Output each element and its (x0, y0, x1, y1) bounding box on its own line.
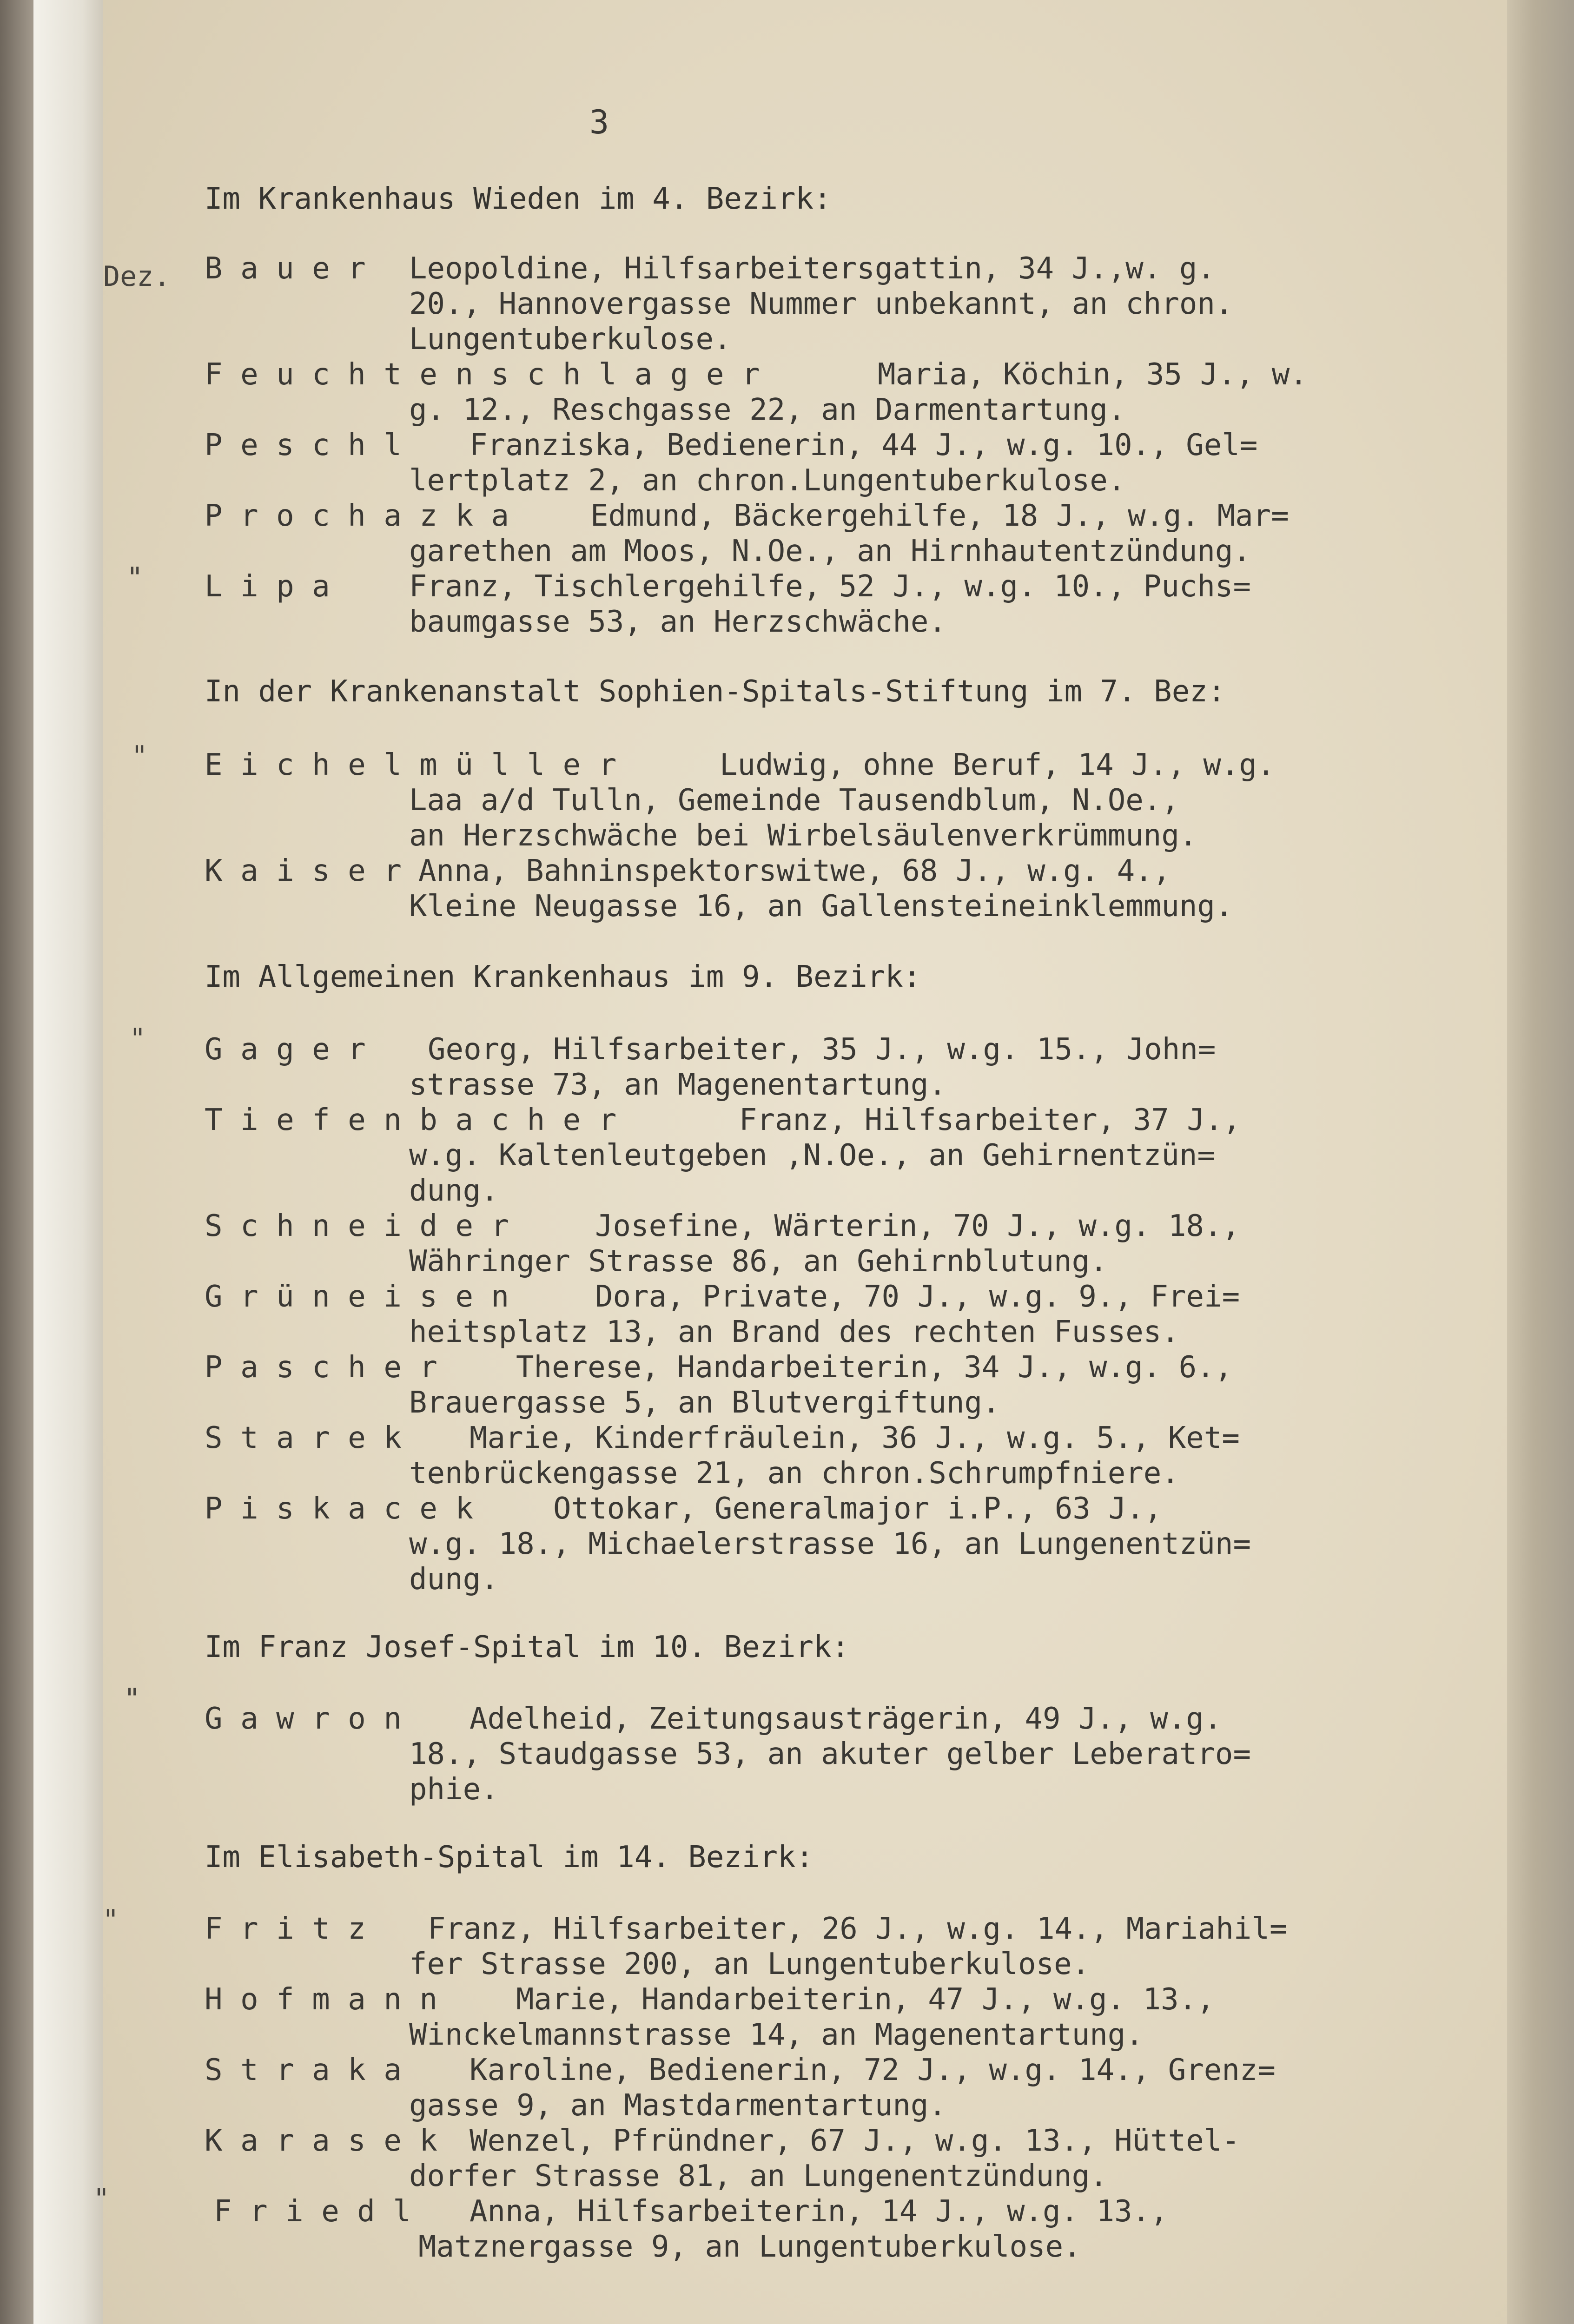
entry-line: Marie, Handarbeiterin, 47 J., w.g. 13., (516, 1982, 1215, 2017)
entry-name: S c h n e i d e r (205, 1209, 509, 1243)
entry-line: Lungentuberkulose. (409, 322, 732, 357)
entry-name: S t a r e k (205, 1421, 402, 1455)
section-heading: Im Krankenhaus Wieden im 4. Bezirk: (205, 182, 832, 216)
margin-mark: " (102, 1904, 119, 1936)
entry-line: Winckelmannstrasse 14, an Magenentartung. (409, 2018, 1144, 2052)
entry-name: G r ü n e i s e n (205, 1280, 509, 1314)
entry-line: dung. (409, 1562, 499, 1597)
entry-line: phie. (409, 1772, 499, 1807)
entry-line: Matznergasse 9, an Lungentuberkulose. (418, 2230, 1081, 2264)
entry-name: P i s k a c e k (205, 1492, 473, 1526)
entry-name: P r o c h a z k a (205, 499, 509, 533)
entry-line: 18., Staudgasse 53, an akuter gelber Leberatro= (409, 1737, 1251, 1771)
section-heading: Im Allgemeinen Krankenhaus im 9. Bezirk: (205, 960, 921, 994)
entry-line: Franz, Hilfsarbeiter, 37 J., (739, 1103, 1241, 1137)
entry-name: F r i e d l (214, 2194, 411, 2229)
entry-line: Währinger Strasse 86, an Gehirnblutung. (409, 1244, 1108, 1279)
entry-line: Anna, Bahninspektorswitwe, 68 J., w.g. 4., (418, 854, 1171, 888)
entry-name: L i p a (205, 569, 330, 604)
entry-line: an Herzschwäche bei Wirbelsäulenverkrümmung. (409, 819, 1197, 853)
entry-line: Kleine Neugasse 16, an Gallensteineinklemmung. (409, 889, 1233, 924)
entry-name: F r i t z (205, 1912, 366, 1946)
margin-mark: " (131, 740, 148, 772)
binding-strip (33, 0, 104, 2324)
entry-name: E i c h e l m ü l l e r (205, 748, 617, 782)
entry-line: Ottokar, Generalmajor i.P., 63 J., (553, 1492, 1163, 1526)
margin-mark: " (93, 2183, 110, 2215)
entry-name: S t r a k a (205, 2053, 402, 2087)
entry-name: T i e f e n b a c h e r (205, 1103, 617, 1137)
book-binding (0, 0, 33, 2324)
entry-line: Franziska, Bedienerin, 44 J., w.g. 10., Gel= (470, 428, 1258, 462)
entry-line: garethen am Moos, N.Oe., an Hirnhautentzündung. (409, 534, 1251, 568)
entry-line: g. 12., Reschgasse 22, an Darmentartung. (409, 393, 1126, 427)
margin-mark-dez: Dez. (103, 260, 171, 293)
entry-line: Adelheid, Zeitungsausträgerin, 49 J., w.g. (470, 1702, 1222, 1736)
entry-line: lertplatz 2, an chron.Lungentuberkulose. (409, 463, 1126, 498)
entry-line: Leopoldine, Hilfsarbeitersgattin, 34 J.,w. g. (409, 251, 1215, 286)
entry-line: gasse 9, an Mastdarmentartung. (409, 2088, 946, 2123)
entry-line: Wenzel, Pfründner, 67 J., w.g. 13., Hüttel- (470, 2124, 1240, 2158)
entry-line: 20., Hannovergasse Nummer unbekannt, an chron. (409, 287, 1233, 321)
entry-name: P e s c h l (205, 428, 402, 462)
entry-name: F e u c h t e n s c h l a g e r (205, 357, 760, 392)
section-heading: Im Elisabeth-Spital im 14. Bezirk: (205, 1840, 814, 1875)
entry-line: Laa a/d Tulln, Gemeinde Tausendblum, N.Oe., (409, 783, 1179, 818)
entry-line: Franz, Hilfsarbeiter, 26 J., w.g. 14., Mariahil= (428, 1912, 1288, 1946)
paper-edge (1507, 0, 1574, 2324)
entry-name: H o f m a n n (205, 1982, 437, 2017)
entry-line: dung. (409, 1174, 499, 1208)
entry-line: w.g. 18., Michaelerstrasse 16, an Lungenentzün= (409, 1527, 1251, 1561)
entry-name: K a i s e r (205, 854, 402, 888)
entry-name: B a u e r (205, 251, 366, 286)
entry-line: Karoline, Bedienerin, 72 J., w.g. 14., Grenz= (470, 2053, 1276, 2087)
entry-name: K a r a s e k (205, 2124, 437, 2158)
entry-line: Franz, Tischlergehilfe, 52 J., w.g. 10., Puchs= (409, 569, 1251, 604)
entry-line: Maria, Köchin, 35 J., w. (878, 357, 1308, 392)
entry-line: Brauergasse 5, an Blutvergiftung. (409, 1386, 1000, 1420)
entry-line: w.g. Kaltenleutgeben ,N.Oe., an Gehirnentzün= (409, 1138, 1215, 1173)
entry-line: heitsplatz 13, an Brand des rechten Fusses. (409, 1315, 1179, 1349)
section-heading: In der Krankenanstalt Sophien-Spitals-Stiftung im 7. Bez: (205, 674, 1226, 709)
entry-name: P a s c h e r (205, 1350, 437, 1385)
page-number: 3 (589, 103, 609, 141)
entry-line: Georg, Hilfsarbeiter, 35 J., w.g. 15., John= (428, 1032, 1216, 1067)
margin-mark: " (129, 1023, 146, 1055)
entry-line: Therese, Handarbeiterin, 34 J., w.g. 6., (516, 1350, 1233, 1385)
entry-line: Josefine, Wärterin, 70 J., w.g. 18., (595, 1209, 1240, 1243)
entry-line: dorfer Strasse 81, an Lungenentzündung. (409, 2159, 1108, 2193)
section-heading: Im Franz Josef-Spital im 10. Bezirk: (205, 1630, 850, 1664)
entry-line: Marie, Kinderfräulein, 36 J., w.g. 5., Ket= (470, 1421, 1240, 1455)
margin-mark: " (124, 1683, 141, 1715)
entry-line: fer Strasse 200, an Lungentuberkulose. (409, 1947, 1090, 1981)
entry-line: tenbrückengasse 21, an chron.Schrumpfniere. (409, 1456, 1179, 1491)
entry-line: baumgasse 53, an Herzschwäche. (409, 605, 946, 639)
entry-line: Dora, Private, 70 J., w.g. 9., Frei= (595, 1280, 1240, 1314)
entry-name: G a w r o n (205, 1702, 402, 1736)
entry-line: Edmund, Bäckergehilfe, 18 J., w.g. Mar= (590, 499, 1289, 533)
margin-mark: " (126, 561, 144, 594)
entry-line: Ludwig, ohne Beruf, 14 J., w.g. (720, 748, 1275, 782)
entry-name: G a g e r (205, 1032, 366, 1067)
entry-line: strasse 73, an Magenentartung. (409, 1068, 946, 1102)
entry-line: Anna, Hilfsarbeiterin, 14 J., w.g. 13., (470, 2194, 1168, 2229)
